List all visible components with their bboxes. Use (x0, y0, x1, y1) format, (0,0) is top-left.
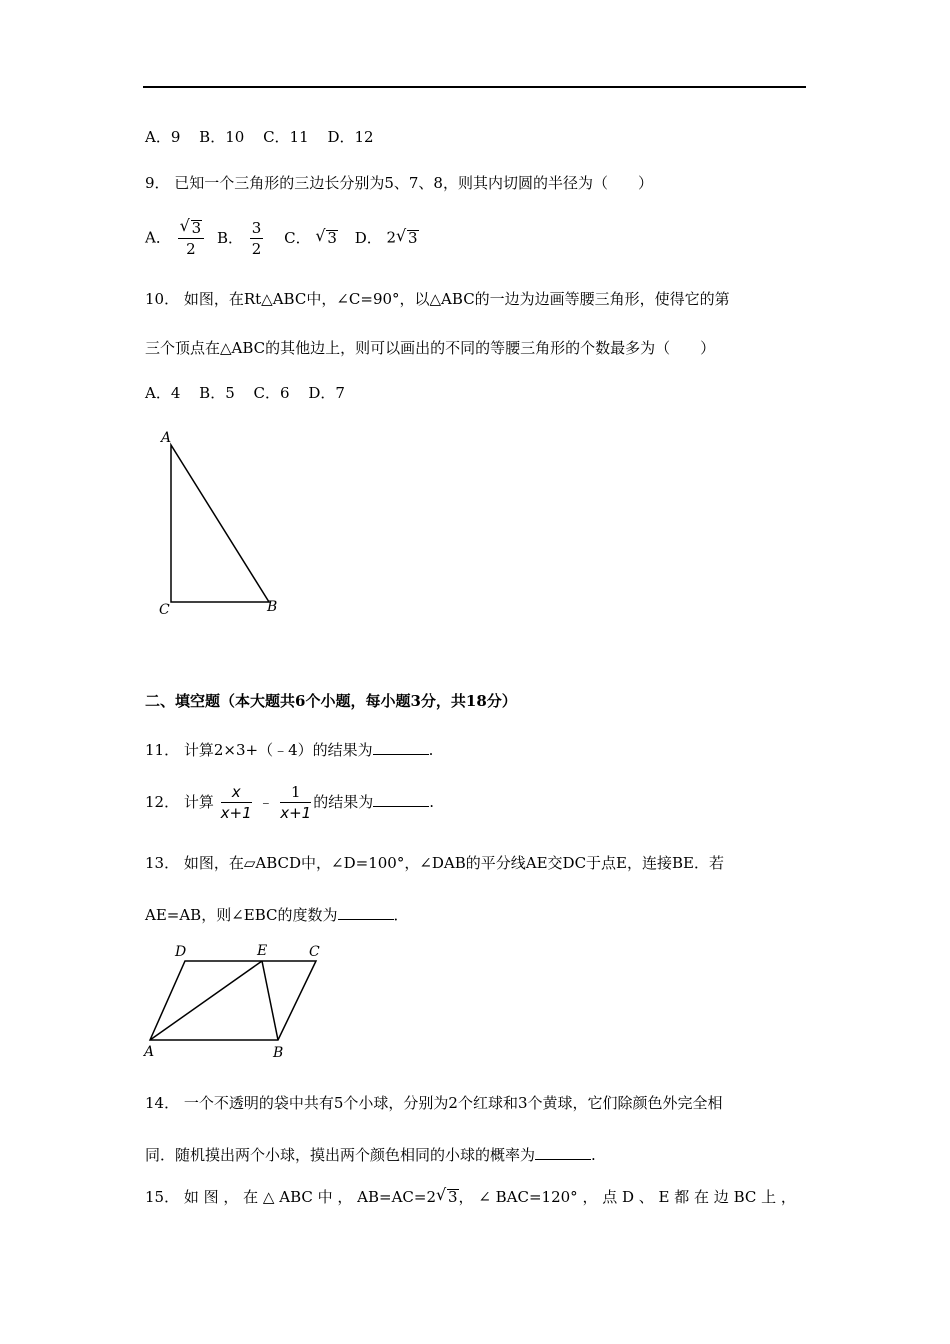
q9-b-fraction: $\frac{3}{2}$ (251, 218, 262, 258)
q13-line1: 13． 如图，在▱ABCD中，∠D=100°，∠DAB的平分线AE交DC于点E，连接BE．若 (145, 854, 724, 872)
vertex-e-label: E (257, 943, 268, 959)
vertex-d-label: D (175, 944, 187, 960)
q14-line1: 14． 一个不透明的袋中共有5个小球，分别为2个红球和3个黄球，它们除颜色外完全相 (145, 1094, 723, 1112)
q15-text-end: ， ∠ BAC=120° ， 点 D 、 E 都 在 边 BC 上 ， (458, 1188, 796, 1206)
q13-line2 (145, 905, 409, 923)
q11-blank (373, 740, 429, 755)
q10-option-c: C．6 (253, 384, 290, 402)
q12-fraction-1: $\frac{x}{x+1}$ (220, 783, 252, 822)
vertex-c-label: C (159, 602, 170, 618)
q10-option-a: A．4 (145, 384, 181, 402)
q8-option-b: B．10 (199, 128, 245, 146)
vertex-b-label: B (273, 1045, 284, 1061)
triangle-abc (171, 445, 269, 602)
q12-fraction-2: $\frac{1}{x+1}$ (280, 783, 312, 822)
q14-line2 (145, 1145, 596, 1163)
q9-a-label: A． (145, 228, 171, 247)
q9-c-sqrt: √ 3 (315, 225, 337, 247)
q13-blank (338, 905, 394, 920)
vertex-a-label: A (144, 1044, 155, 1060)
q15-sqrt: √ 3 (436, 1185, 458, 1206)
q10-line2: 三个顶点在△ABC的其他边上，则可以画出的不同的等腰三角形的个数最多为（ ） (145, 339, 716, 357)
q9-a-sqrt: √ 3 (179, 216, 202, 237)
q10-triangle-figure (150, 425, 290, 620)
q10-line1: 10． 如图，在Rt△ABC中，∠C=90°，以△ABC的一边为边画等腰三角形，使得它的第 (145, 290, 730, 308)
q12-text: 的结果为 (313, 793, 374, 811)
q12-end: . (429, 793, 435, 811)
segment-be (262, 961, 278, 1040)
q11-end: . (428, 741, 434, 759)
q10-options (145, 386, 359, 401)
vertex-a-label: A (161, 430, 172, 446)
q12-label: 12． 计算 (145, 793, 214, 811)
q12-minus: ﹣ (258, 793, 274, 811)
q11-text: 11． 计算2×3+（﹣4）的结果为 (145, 741, 373, 759)
q9-stem: 9． 已知一个三角形的三边长分别为5、7、8，则其内切圆的半径为（ ） (145, 174, 653, 192)
q12-blank (373, 792, 429, 807)
q9-b-label: B． (216, 228, 243, 247)
q10-option-b: B．5 (199, 384, 235, 402)
q15 (145, 1185, 796, 1206)
q9-d-label: D． (354, 228, 382, 247)
parallelogram-abcd (150, 961, 316, 1040)
q9-d-coef: 2 (386, 228, 397, 247)
q8-option-a: A．9 (145, 128, 181, 146)
q8-option-d: D．12 (327, 128, 374, 146)
section-heading: 二、填空题（本大题共6个小题，每小题3分，共18分） (145, 692, 517, 710)
vertex-b-label: B (267, 599, 278, 615)
q12 (145, 785, 434, 821)
q10-option-d: D．7 (308, 384, 345, 402)
q13-parallelogram-figure (140, 940, 330, 1065)
q13-end: ． (393, 906, 409, 924)
q9-a-fraction: √ 3 2 (178, 220, 205, 257)
q14-blank (535, 1145, 591, 1160)
q8-options (145, 130, 388, 145)
q11 (145, 740, 433, 758)
q9-d-sqrt: √ 3 (396, 225, 418, 247)
q8-option-c: C．11 (263, 128, 309, 146)
q15-text: 15． 如 图 ， 在 △ ABC 中 ， AB=AC=2 (145, 1188, 436, 1206)
q14-end: . (591, 1146, 596, 1164)
q9-options (145, 216, 419, 258)
header-rule (143, 86, 806, 88)
vertex-c-label: C (309, 944, 320, 960)
q9-c-label: C． (284, 228, 311, 247)
q14-text: 同．随机摸出两个小球，摸出两个颜色相同的小球的概率为 (145, 1146, 536, 1164)
q13-text: AE=AB，则∠EBC的度数为 (145, 906, 338, 924)
